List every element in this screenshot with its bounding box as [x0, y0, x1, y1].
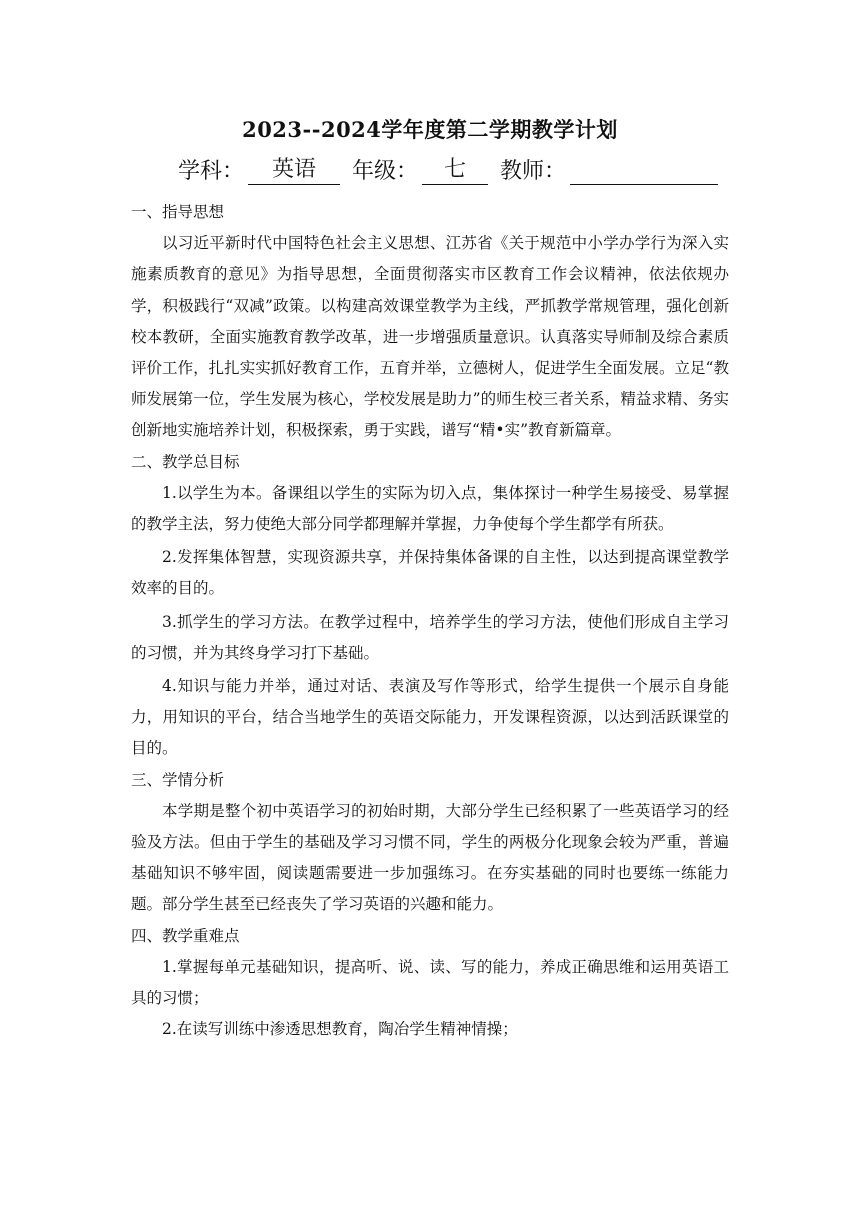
key-point-item-1: 1.掌握每单元基础知识，提高听、说、读、写的能力，养成正确思维和运用英语工具的习惯；	[131, 957, 729, 1008]
section-heading-overall-goals: 二、教学总目标	[131, 452, 240, 471]
section-heading-guiding-ideology: 一、指导思想	[131, 203, 225, 221]
document-body	[131, 197, 729, 1045]
subject-label: 学科：	[178, 159, 245, 184]
grade-value: 七	[422, 156, 488, 185]
section-heading-student-analysis: 三、学情分析	[131, 770, 225, 789]
teacher-label: 教师：	[500, 159, 567, 184]
grade-label: 年级：	[352, 159, 419, 184]
meta-line	[178, 154, 718, 185]
key-point-item-2: 2.在读写训练中渗透思想教育，陶冶学生精神情操；	[162, 1020, 518, 1039]
goal-item-2: 2.发挥集体智慧，实现资源共享，并保持集体备课的自主性，以达到提高课堂教学效率的目的。	[131, 548, 729, 598]
student-analysis-paragraph: 本学期是整个初中英语学习的初始时期，大部分学生已经积累了一些英语学习的经验及方法。但由于学生的基础及学习习惯不同，学生的两极分化现象会较为严重，普遍基础知识不够牢固，阅读题需要进一步加强练习。在夯实基础的同时也要练一练能力题。部分学生甚至已经丧失了学习英语的兴趣和能力。	[131, 801, 729, 914]
section-heading-key-difficulties: 四、教学重难点	[131, 926, 240, 945]
subject-value: 英语	[248, 156, 340, 185]
goal-item-3: 3.抓学生的学习方法。在教学过程中，培养学生的学习方法，使他们形成自主学习的习惯，并为其终身学习打下基础。	[131, 612, 729, 662]
guiding-ideology-paragraph: 以习近平新时代中国特色社会主义思想、江苏省《关于规范中小学办学行为深入实施素质教育的意见》为指导思想，全面贯彻落实市区教育工作会议精神，依法依规办学，积极践行“双减”政策。以构建高效课堂教学为主线，严抓教学常规管理，强化创新校本教研，全面实施教育教学改革，进一步增强质量意识。认真落实导师制及综合素质评价工作，扎扎实实抓好教育工作，五育并举，立德树人，促进学生全面发展。立足“教师发展第一位，学生发展为核心，学校发展是助力”的师生校三者关系，精益求精、务实创新地实施培养计划，积极探索，勇于实践，谱写“精•实”教育新篇章。	[131, 234, 729, 440]
goal-item-1: 1.以学生为本。备课组以学生的实际为切入点，集体探讨一种学生易接受、易掌握的教学主法，努力使绝大部分同学都理解并掌握，力争使每个学生都学有所获。	[131, 483, 729, 534]
teacher-value	[570, 184, 718, 185]
goal-item-4: 4.知识与能力并举，通过对话、表演及写作等形式，给学生提供一个展示自身能力，用知识的平台，结合当地学生的英语交际能力，开发课程资源，以达到活跃课堂的目的。	[131, 677, 729, 758]
document-title: 2023--2024学年度第二学期教学计划	[242, 117, 618, 142]
